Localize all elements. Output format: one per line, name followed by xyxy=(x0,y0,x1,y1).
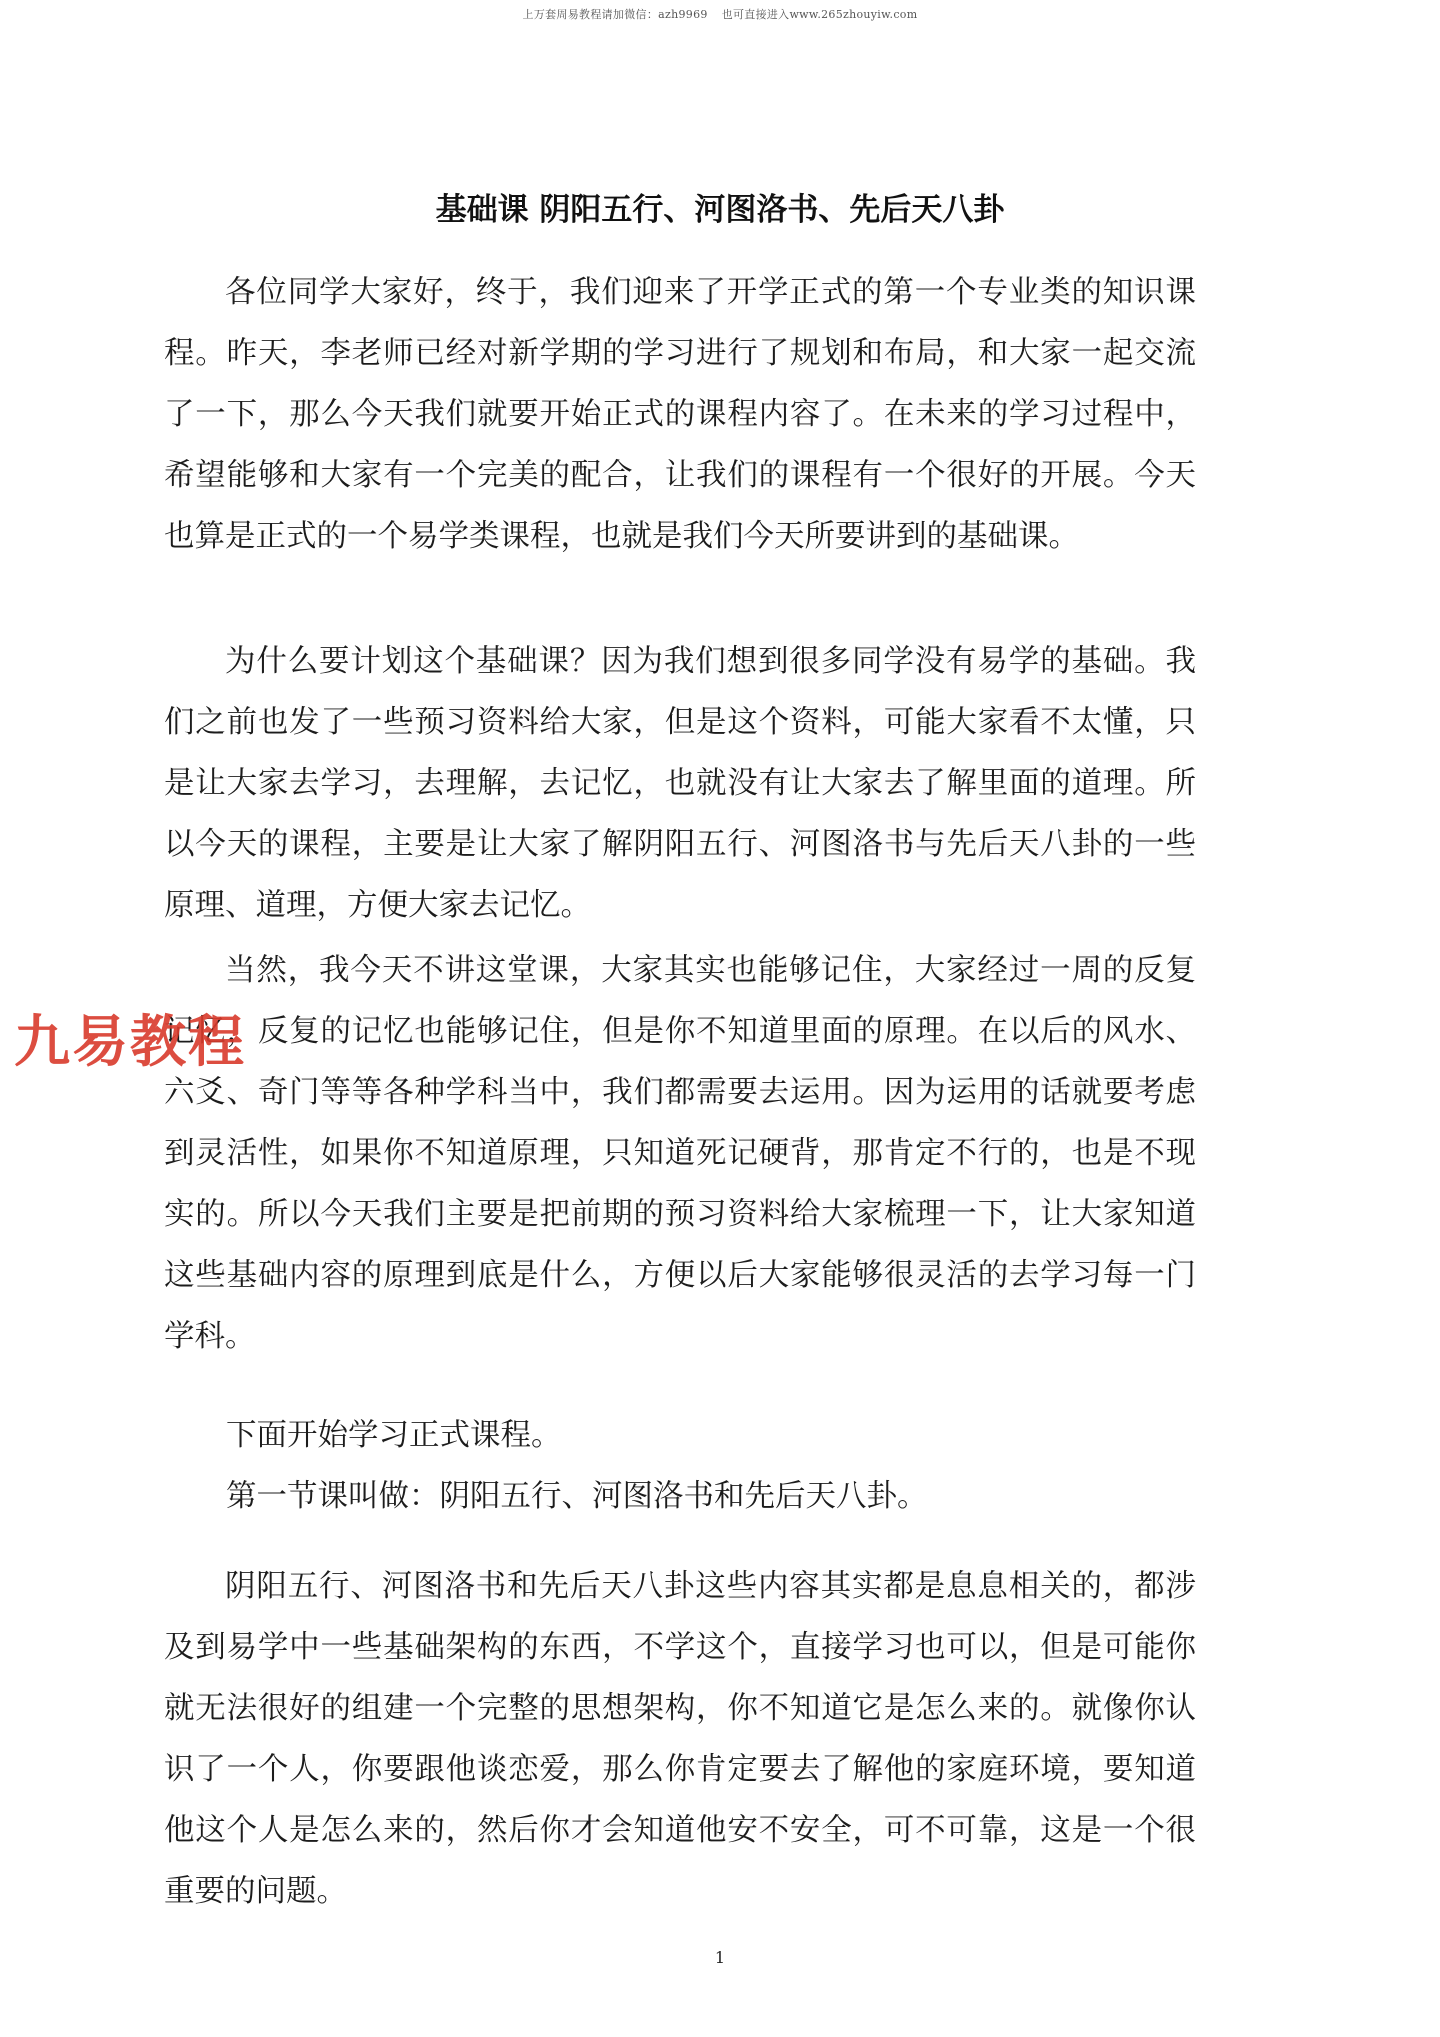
paragraph-3: 当然，我今天不讲这堂课，大家其实也能够记住，大家经过一周的反复记忆，反复的记忆也能够记住，但是你不知道里面的原理。在以后的风水、六爻、奇门等等各种学科当中，我们都需要去运用。因为运用的话就要考虑到灵活性，如果你不知道原理，只知道死记硬背，那肯定不行的，也是不现实的。所以今天我们主要是把前期的预习资料给大家梳理一下，让大家知道这些基础内容的原理到底是什么，方便以后大家能够很灵活的去学习每一门学科。 xyxy=(164,953,1196,1354)
paragraph-section-start: 下面开始学习正式课程。 xyxy=(226,1418,562,1453)
watermark-logo: 九易教程 xyxy=(14,1010,246,1075)
page-number: 1 xyxy=(714,1948,726,1967)
top-note-wechat: 上万套周易教程请加微信：azh9969 xyxy=(522,8,708,21)
top-promo-note xyxy=(0,6,1440,22)
top-note-website: 也可直接进入www.265zhouyiw.com xyxy=(721,8,918,21)
paragraph-6: 阴阳五行、河图洛书和先后天八卦这些内容其实都是息息相关的，都涉及到易学中一些基础架构的东西，不学这个，直接学习也可以，但是可能你就无法很好的组建一个完整的思想架构，你不知道它是怎么来的。就像你认识了一个人，你要跟他谈恋爱，那么你肯定要去了解他的家庭环境，要知道他这个人是怎么来的，然后你才会知道他安不安全，可不可靠，这是一个很重要的问题。 xyxy=(164,1569,1196,1909)
document-title: 基础课 阴阳五行、河图洛书、先后天八卦 xyxy=(435,192,1005,228)
paragraph-2: 为什么要计划这个基础课？因为我们想到很多同学没有易学的基础。我们之前也发了一些预习资料给大家，但是这个资料，可能大家看不太懂，只是让大家去学习，去理解，去记忆，也就没有让大家去了解里面的道理。所以今天的课程，主要是让大家了解阴阳五行、河图洛书与先后天八卦的一些原理、道理，方便大家去记忆。 xyxy=(164,644,1196,923)
paragraph-lesson-name: 第一节课叫做：阴阳五行、河图洛书和先后天八卦。 xyxy=(226,1479,928,1514)
paragraph-1: 各位同学大家好，终于，我们迎来了开学正式的第一个专业类的知识课程。昨天，李老师已经对新学期的学习进行了规划和布局，和大家一起交流了一下，那么今天我们就要开始正式的课程内容了。在未来的学习过程中，希望能够和大家有一个完美的配合，让我们的课程有一个很好的开展。今天也算是正式的一个易学类课程，也就是我们今天所要讲到的基础课。 xyxy=(164,275,1196,554)
